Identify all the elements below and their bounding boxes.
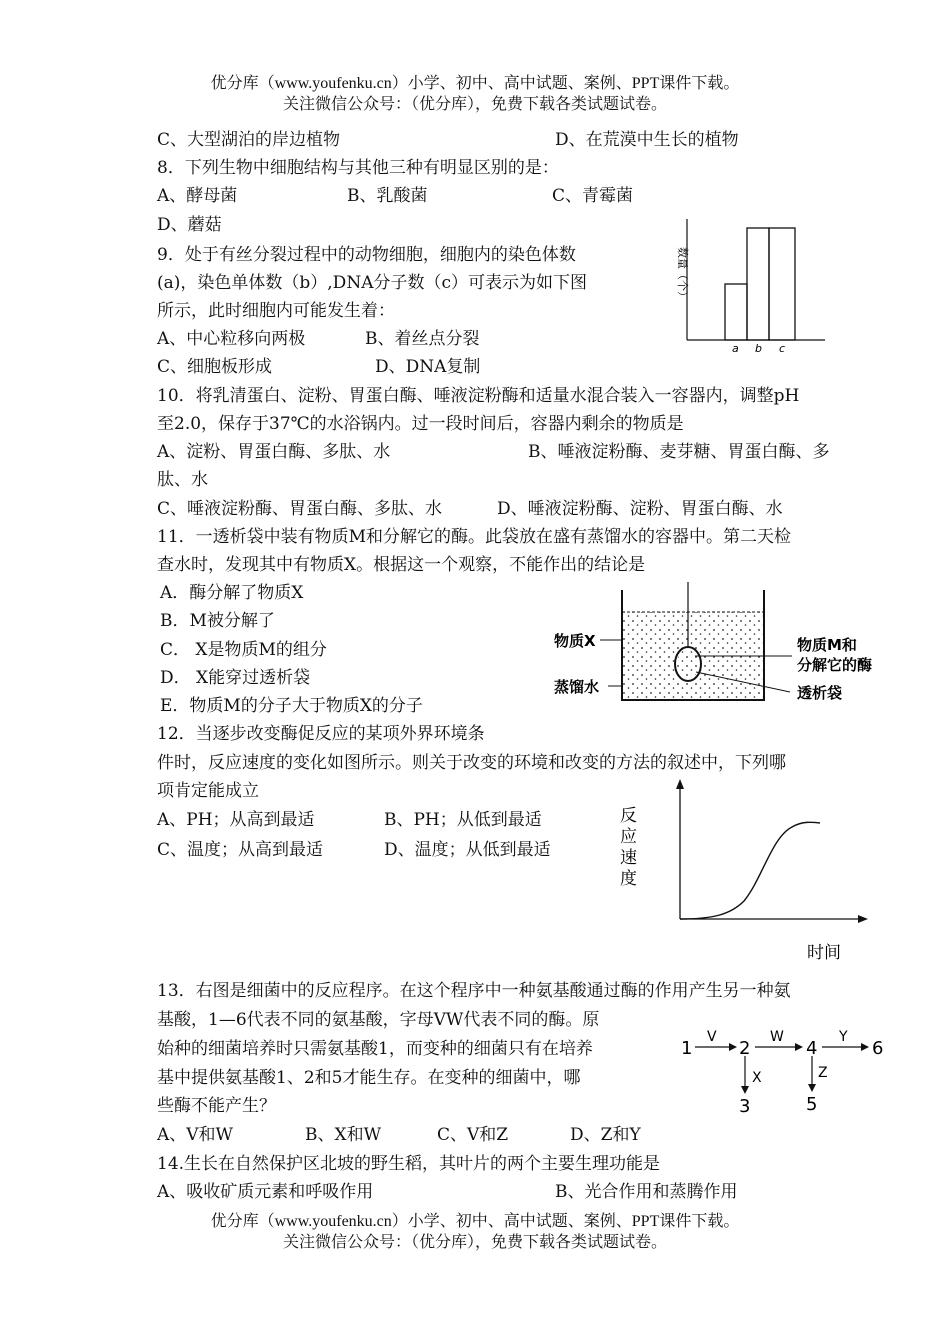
- q9-bar-chart: [665, 215, 835, 360]
- q10-option-b-1: B、唾液淀粉酶、麦芽糖、胃蛋白酶、多: [528, 442, 830, 462]
- q11-label-m-1: 物质M和: [797, 636, 857, 654]
- q9-y-label: 数量（个）: [676, 247, 689, 302]
- q12-y-arrow: [676, 779, 684, 789]
- q12-ylabel-4: 度: [620, 869, 637, 889]
- q13-option-c: C、V和Z: [437, 1125, 509, 1145]
- q9-tick-b: b: [755, 342, 762, 355]
- q13-option-a: A、V和W: [157, 1125, 234, 1145]
- q13-stem-1: 13．右图是细菌中的反应程序。在这个程序中一种氨基酸通过酶的作用产生另一种氨: [157, 981, 791, 1001]
- q14-stem: 14.生长在自然保护区北坡的野生稻，其叶片的两个主要生理功能是: [157, 1154, 661, 1174]
- q12-ylabel-1: 反: [620, 806, 637, 826]
- q11-label-x: 物质X: [554, 632, 596, 650]
- q13-enzyme-z: Z: [818, 1065, 828, 1081]
- q11-option-b: B．M被分解了: [160, 611, 275, 631]
- q13-enzyme-w: W: [770, 1029, 784, 1045]
- q9-bar-c: [769, 228, 795, 340]
- q11-option-d: D． X能穿过透析袋: [160, 668, 311, 688]
- q12-ylabel-3: 速: [620, 848, 637, 868]
- q12-x-arrow: [858, 915, 868, 923]
- q7-option-c: C、大型湖泊的岸边植物: [157, 130, 341, 150]
- q12-stem-2: 件时，反应速度的变化如图所示。则关于改变的环境和改变的方法的叙述中，下列哪: [157, 753, 786, 773]
- q8-option-c: C、青霉菌: [552, 186, 634, 206]
- q9-bar-a: [725, 284, 747, 340]
- q13-pathway-diagram: [675, 1020, 890, 1120]
- q13-node-2: 2: [739, 1038, 751, 1059]
- q10-option-d: D、唾液淀粉酶、淀粉、胃蛋白酶、水: [497, 499, 783, 519]
- q8-option-a: A、酵母菌: [157, 186, 238, 206]
- q11-label-bag: 透析袋: [797, 684, 843, 702]
- q13-stem-5: 些酶不能产生？: [157, 1096, 276, 1116]
- q11-label-m-2: 分解它的酶: [797, 656, 873, 674]
- q11-stem-2: 查水时，发现其中有物质X。根据这一个观察，不能作出的结论是: [157, 555, 646, 575]
- q8-stem: 8．下列生物中细胞结构与其他三种有明显区别的是：: [157, 158, 559, 178]
- footer-line-1: 优分库（www.youfenku.cn）小学、初中、高中试题、案例、PPT课件下载。: [210, 1213, 740, 1230]
- q12-option-c: C、温度；从高到最适: [157, 840, 324, 860]
- q12-xlabel: 时间: [807, 943, 841, 963]
- q9-option-b: B、着丝点分裂: [365, 329, 480, 349]
- q13-node-5: 5: [806, 1094, 818, 1115]
- q9-bar-b: [747, 228, 769, 340]
- q9-stem-3: 所示，此时细胞内可能发生着：: [157, 301, 395, 321]
- q8-option-d: D、蘑菇: [157, 215, 222, 235]
- q9-option-c: C、细胞板形成: [157, 357, 273, 377]
- q13-node-3: 3: [739, 1096, 751, 1117]
- q13-stem-2: 基酸，1—6代表不同的氨基酸，字母VW代表不同的酶。原: [157, 1010, 600, 1030]
- q10-option-c: C、唾液淀粉酶、胃蛋白酶、多肽、水: [157, 499, 443, 519]
- q9-tick-a: a: [732, 342, 739, 355]
- header-line-1: 优分库（www.youfenku.cn）小学、初中、高中试题、案例、PPT课件下载。: [210, 75, 740, 92]
- q11-option-c: C． X是物质M的组分: [160, 640, 327, 660]
- q8-option-b: B、乳酸菌: [347, 186, 428, 206]
- q11-option-a: A．酶分解了物质X: [160, 583, 304, 603]
- q11-dialysis-figure: [550, 582, 890, 707]
- q12-option-d: D、温度；从低到最适: [384, 840, 551, 860]
- q11-stem-1: 11．一透析袋中装有物质M和分解它的酶。此袋放在盛有蒸馏水的容器中。第二天检: [157, 527, 792, 547]
- q9-option-d: D、DNA复制: [375, 357, 481, 377]
- q12-stem-1: 12．当逐步改变酶促反应的某项外界环境条: [157, 724, 485, 744]
- q10-stem-1: 10．将乳清蛋白、淀粉、胃蛋白酶、唾液淀粉酶和适量水混合装入一容器内，调整pH: [157, 386, 800, 406]
- q13-enzyme-y: Y: [839, 1029, 848, 1045]
- q14-option-b: B、光合作用和蒸腾作用: [555, 1182, 738, 1202]
- q12-stem-3: 项肯定能成立: [157, 781, 259, 801]
- q13-option-b: B、X和W: [305, 1125, 382, 1145]
- q7-option-d: D、在荒漠中生长的植物: [555, 130, 739, 150]
- q12-option-a: A、PH；从高到最适: [157, 810, 315, 830]
- q9-stem-1: 9．处于有丝分裂过程中的动物细胞，细胞内的染色体数: [157, 245, 576, 265]
- q13-option-d: D、Z和Y: [570, 1125, 641, 1145]
- q13-enzyme-v: V: [707, 1029, 717, 1045]
- q13-node-4: 4: [806, 1038, 818, 1059]
- q12-option-b: B、PH；从低到最适: [384, 810, 542, 830]
- q11-option-e: E．物质M的分子大于物质X的分子: [160, 696, 423, 716]
- q11-label-water: 蒸馏水: [554, 678, 600, 696]
- q12-rate-chart: [612, 775, 882, 965]
- q10-option-b-2: 肽、水: [157, 470, 208, 490]
- header-line-2: 关注微信公众号：（优分库），免费下载各类试题试卷。: [282, 96, 667, 113]
- footer-line-2: 关注微信公众号：（优分库），免费下载各类试题试卷。: [282, 1234, 667, 1251]
- q10-option-a: A、淀粉、胃蛋白酶、多肽、水: [157, 442, 391, 462]
- q9-option-a: A、中心粒移向两极: [157, 329, 306, 349]
- q12-rate-curve: [680, 822, 820, 919]
- q9-tick-c: c: [779, 342, 786, 355]
- q13-stem-3: 始种的细菌培养时只需氨基酸1，而变种的细菌只有在培养: [157, 1039, 593, 1059]
- q13-node-6: 6: [872, 1038, 884, 1059]
- q13-enzyme-x: X: [752, 1070, 762, 1086]
- q14-option-a: A、吸收矿质元素和呼吸作用: [157, 1182, 374, 1202]
- q10-stem-2: 至2.0，保存于37℃的水浴锅内。过一段时间后，容器内剩余的物质是: [157, 414, 684, 434]
- q13-node-1: 1: [681, 1038, 693, 1059]
- q9-stem-2: (a)，染色单体数（b）,DNA分子数（c）可表示为如下图: [157, 273, 587, 293]
- q12-ylabel-2: 应: [620, 827, 637, 847]
- q13-stem-4: 基中提供氨基酸1、2和5才能生存。在变种的细菌中，哪: [157, 1068, 581, 1088]
